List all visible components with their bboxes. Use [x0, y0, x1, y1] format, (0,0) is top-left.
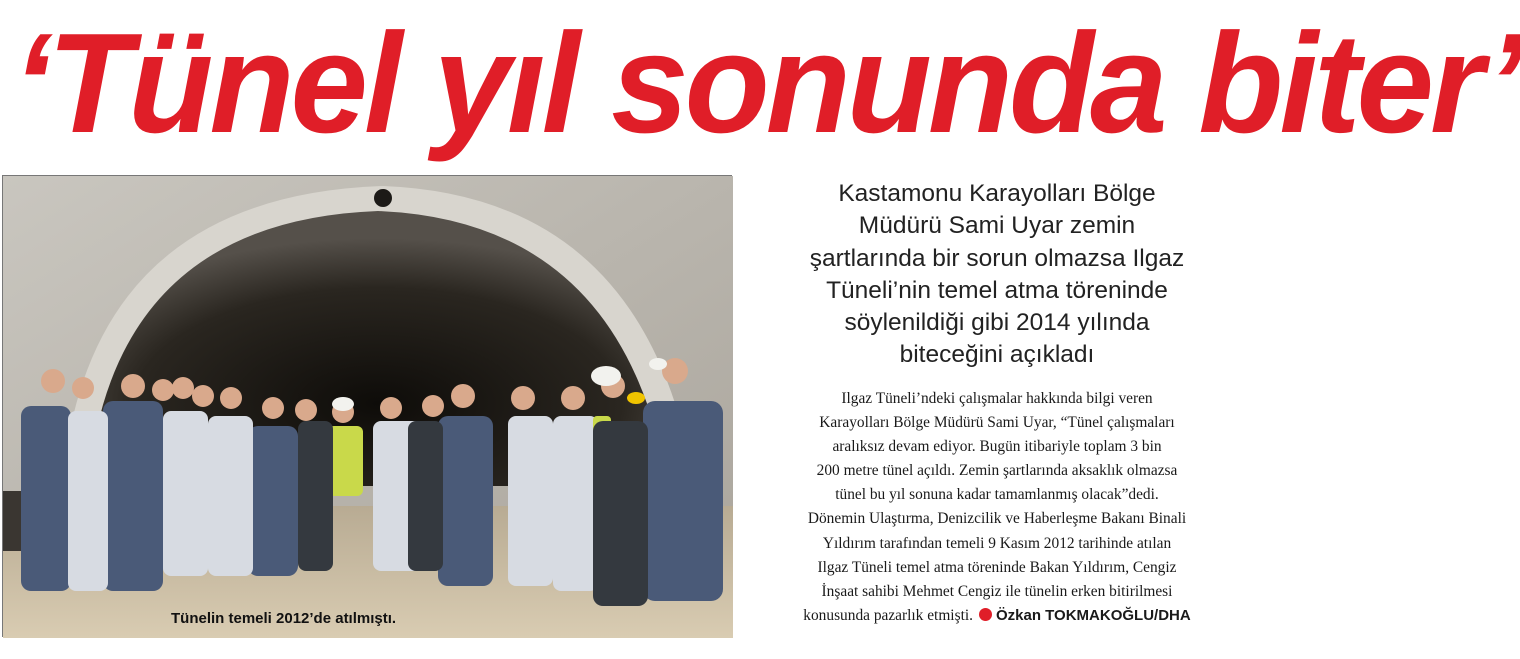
deck-line: şartlarında bir sorun olmazsa Ilgaz	[809, 244, 1185, 272]
photo-caption: Tünelin temeli 2012’de atılmıştı.	[171, 610, 397, 627]
body-line: Dönemin Ulaştırma, Denizcilik ve Haberleşme Bakanı Binali	[807, 510, 1187, 528]
deck-line: Tüneli’nin temel atma töreninde	[826, 276, 1168, 304]
body-line: İnşaat sahibi Mehmet Cengiz ile tünelin erken bitirilmesi	[821, 582, 1173, 600]
body-line: Ilgaz Tüneli temel atma töreninde Bakan Yıldırım, Cengiz	[817, 558, 1177, 576]
body-line: 200 metre tünel açıldı. Zemin şartlarında aksaklık olmazsa	[816, 462, 1178, 480]
headline: ‘Tünel yıl sonunda biter’	[12, 4, 1520, 163]
body-line: tünel bu yıl sonuna kadar tamamlanmış olacak”dedi.	[835, 486, 1159, 504]
tunnel-group-photo	[3, 176, 733, 638]
body-line: konusunda pazarlık etmişti.	[803, 606, 973, 624]
article-body	[742, 387, 1252, 628]
body-line: Ilgaz Tüneli’ndeki çalışmalar hakkında bilgi veren	[841, 390, 1153, 407]
deck-line: Müdürü Sami Uyar zemin	[858, 212, 1136, 240]
article-deck	[752, 178, 1242, 372]
deck-line: Kastamonu Karayolları Bölge	[838, 180, 1156, 207]
body-last-line	[742, 604, 1252, 628]
body-line: Karayolları Bölge Müdürü Sami Uyar, “Tünel çalışmaları	[819, 414, 1175, 432]
deck-line: biteceğini açıkladı	[899, 341, 1095, 369]
news-photo	[2, 175, 732, 637]
byline: Özkan TOKMAKOĞLU/DHA	[995, 606, 1191, 624]
body-line: Yıldırım tarafından temeli 9 Kasım 2012 tarihinde atılan	[822, 534, 1172, 552]
deck-line: söylenildiği gibi 2014 yılında	[844, 309, 1150, 337]
bullet-dot-icon	[979, 608, 992, 621]
body-line: aralıksız devam ediyor. Bugün itibariyle toplam 3 bin	[832, 438, 1162, 456]
